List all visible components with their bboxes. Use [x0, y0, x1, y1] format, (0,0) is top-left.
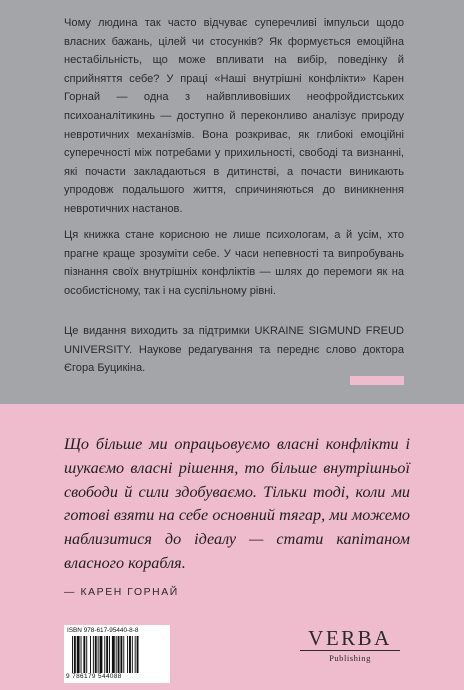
barcode-stripe — [137, 636, 139, 673]
barcode-stripe — [86, 636, 87, 673]
barcode-stripe — [98, 636, 99, 673]
isbn-barcode-block — [64, 625, 170, 683]
isbn-digits: 9 786179 544088 — [66, 673, 122, 680]
barcode-stripe — [127, 636, 128, 673]
barcode-stripe — [93, 636, 94, 673]
quote-attribution: — КАРЕН ГОРНАЙ — [64, 587, 179, 598]
barcode-stripe — [116, 636, 117, 673]
author-quote: Що більше ми опрацьовуємо власні конфлікти і шукаємо власні рішення, то більше внутрішньої свободи й сили здобуваємо. Тільки тоді, коли ми готові взяти на себе основний тягар, ми можемо наблизитися до ідеалу — стати капітаном власного корабля. — [64, 435, 410, 572]
publisher-subtitle: Publishing — [329, 653, 371, 663]
barcode-icon — [71, 636, 166, 673]
barcode-stripe — [83, 636, 85, 673]
barcode-stripe — [104, 636, 105, 673]
barcode-stripe — [90, 636, 91, 673]
description-paragraph-1: Чому людина так часто відчуває суперечливі імпульси щодо власних бажань, цілей чи стосунків? Як формується емоційна нестабільність, що може впливати на вибір, поведінку й сприйняття себе? У праці «Наші внутрішні конфлікти» Карен Горнай — одна з найвпливовіших неофройдистських психоаналітикинь — доступно й переконливо аналізує природу невротичних механізмів. Вона розкриває, як глибокі емоційні суперечності між потребами у прихильності, свободі та визнанні, які почасти закладаються в дитинстві, а почасти виникають упродовж подальшого життя, спричиняються до виникнення невротичних настанов. — [64, 17, 404, 215]
barcode-stripe — [129, 636, 131, 673]
barcode-stripe — [123, 636, 124, 673]
barcode-stripe — [109, 636, 110, 673]
barcode-stripe — [81, 636, 82, 673]
barcode-stripe — [74, 636, 76, 673]
decorative-pink-bar — [350, 376, 404, 385]
isbn-label: ISBN 978-617-95440-8-8 — [67, 627, 139, 634]
barcode-stripe — [106, 636, 108, 673]
barcode-stripe — [118, 636, 120, 673]
barcode-stripe — [95, 636, 97, 673]
description-paragraph-2: Ця книжка стане корисною не лише психологам, а й усім, хто прагне краще зрозуміти себе. У часи непевності та випробувань пізнання своїх внутрішніх конфліктів — шлях до перемоги як на особистісному, так і на суспільному рівні. — [64, 229, 404, 297]
barcode-stripe — [112, 636, 115, 673]
barcode-stripe — [132, 636, 133, 673]
barcode-stripe — [100, 636, 103, 673]
barcode-stripe — [120, 636, 122, 673]
publisher-logo — [294, 626, 406, 676]
publisher-name: VERBA — [308, 626, 392, 650]
description-paragraph-3: Це видання виходить за підтримки UKRAINE SIGMUND FREUD UNIVERSITY. Наукове редагування та переднє слово доктора Єгора Буцикіна. — [64, 325, 404, 375]
barcode-stripe — [72, 636, 73, 673]
barcode-stripe — [77, 636, 80, 673]
barcode-stripe — [135, 636, 136, 673]
